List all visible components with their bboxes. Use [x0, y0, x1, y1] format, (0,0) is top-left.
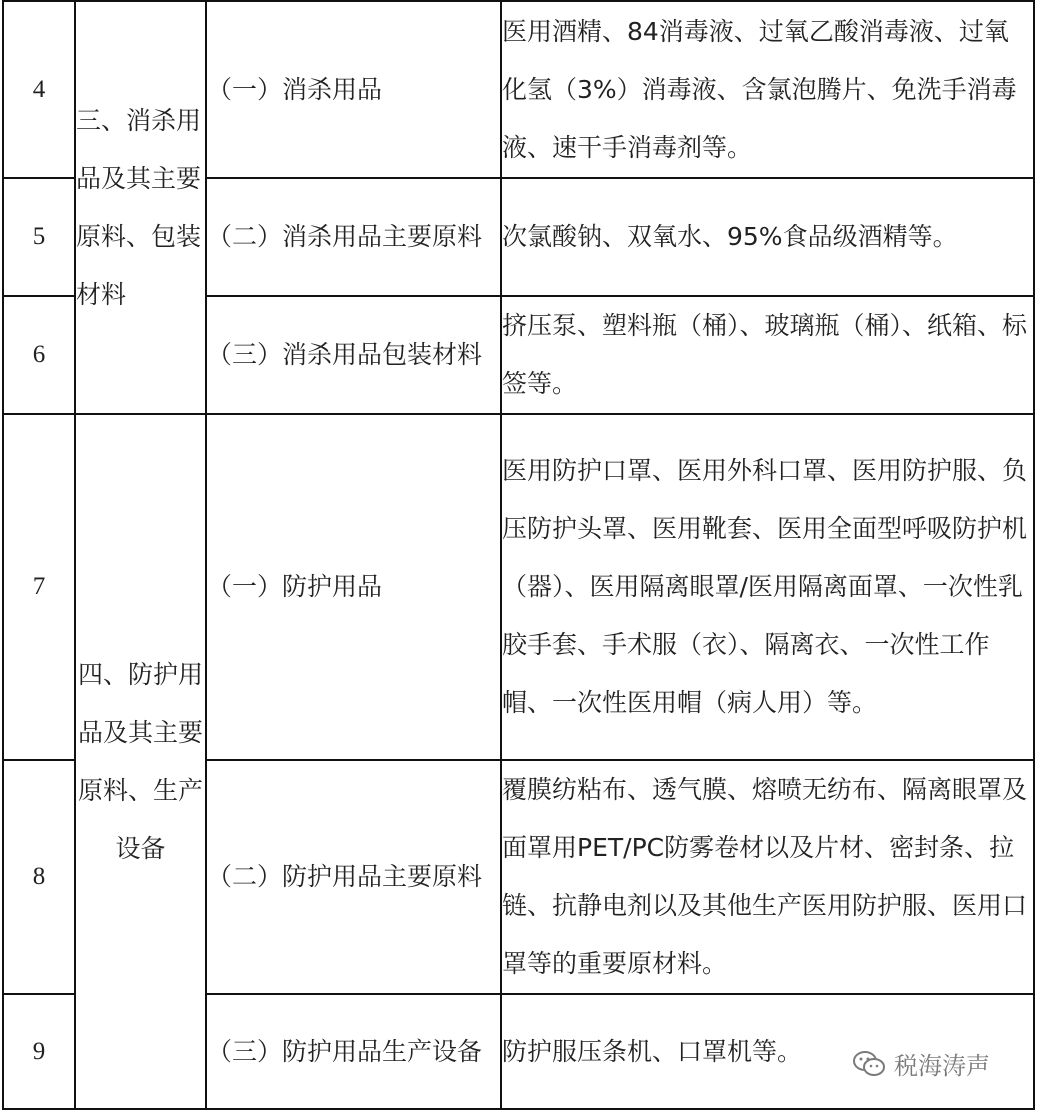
row-number: 8 — [3, 760, 75, 994]
description-cell: 医用酒精、84消毒液、过氧乙酸消毒液、过氧化氢（3%）消毒液、含氯泡腾片、免洗手消毒液、速干手消毒剂等。 — [501, 1, 1034, 178]
row-number: 5 — [3, 178, 75, 296]
row-number: 6 — [3, 296, 75, 414]
description-cell: 挤压泵、塑料瓶（桶）、玻璃瓶（桶）、纸箱、标签等。 — [501, 296, 1034, 414]
wechat-icon — [852, 1049, 886, 1079]
subcategory-cell: （二）消杀用品主要原料 — [206, 178, 501, 296]
subcategory-cell: （一）防护用品 — [206, 414, 501, 760]
description-cell: 覆膜纺粘布、透气膜、熔喷无纺布、隔离眼罩及面罩用PET/PC防雾卷材以及片材、密封条、拉链、抗静电剂以及其他生产医用防护服、医用口罩等的重要原材料。 — [501, 760, 1034, 994]
watermark-text: 税海涛声 — [894, 1052, 990, 1080]
description-cell: 医用防护口罩、医用外科口罩、医用防护服、负压防护头罩、医用靴套、医用全面型呼吸防护机（器）、医用隔离眼罩/医用隔离面罩、一次性乳胶手套、手术服（衣）、隔离衣、一次性工作帽、一次性医用帽（病人用）等。 — [501, 414, 1034, 760]
category-cell: 三、消杀用品及其主要原料、包装材料 — [75, 1, 206, 414]
table-row — [3, 1, 1034, 178]
row-number: 4 — [3, 1, 75, 178]
watermark — [852, 1046, 990, 1081]
goods-table — [2, 0, 1035, 1110]
description-cell: 防护服压条机、口罩机等。 — [501, 994, 1034, 1109]
description-cell: 次氯酸钠、双氧水、95%食品级酒精等。 — [501, 178, 1034, 296]
subcategory-cell: （二）防护用品主要原料 — [206, 760, 501, 994]
table-row — [3, 414, 1034, 760]
subcategory-cell: （一）消杀用品 — [206, 1, 501, 178]
row-number: 9 — [3, 994, 75, 1109]
category-cell: 四、防护用品及其主要原料、生产设备 — [75, 414, 206, 1109]
subcategory-cell: （三）防护用品生产设备 — [206, 994, 501, 1109]
subcategory-cell: （三）消杀用品包装材料 — [206, 296, 501, 414]
row-number: 7 — [3, 414, 75, 760]
